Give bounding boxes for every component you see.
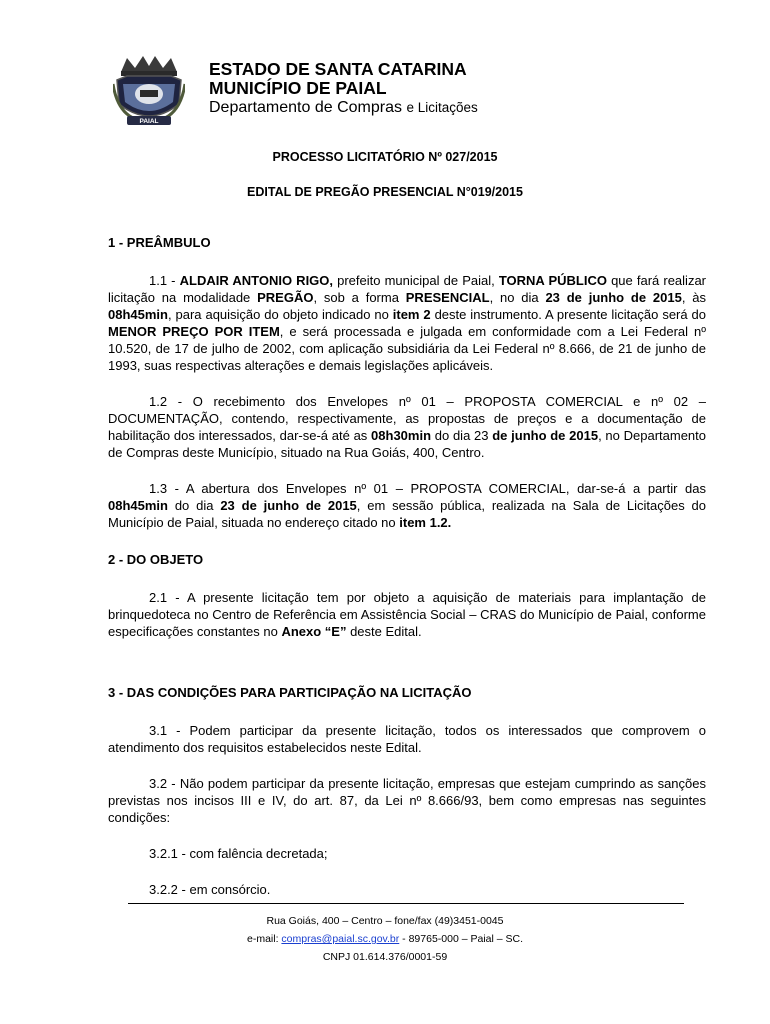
paragraph: 1.3 - A abertura dos Envelopes nº 01 – PROPOSTA COMERCIAL, dar-se-á a partir das 08h45min do dia 23 de junho de 2015, em sessão pública, realizada na Sala de Licitações do Município de Paial, situada no endereço citado no item 1.2. — [108, 481, 706, 530]
municipal-crest-logo — [113, 54, 185, 132]
paragraph: 3.2 - Não podem participar da presente licitação, empresas que estejam cumprindo as sanções previstas nos incisos III e IV, do art. 87, da Lei nº 8.666/93, bem como empresas nas seguintes condições: — [108, 776, 706, 825]
footer — [0, 912, 770, 966]
municipality-name: MUNICÍPIO DE PAIAL — [209, 78, 387, 98]
footer-divider — [128, 903, 684, 904]
footer-contact: e-mail: compras@paial.sc.gov.br - 89765-000 – Paial – SC. — [246, 933, 524, 945]
paragraph: 1.2 - O recebimento dos Envelopes nº 01 – PROPOSTA COMERCIAL e nº 02 – DOCUMENTAÇÃO, contendo, respectivamente, as propostas de preços e a documentação de habilitação dos interessados, dar-se-á até as 08h30min do dia 23 de junho de 2015, no Departamento de Compras deste Município, situado na Rua Goiás, 400, Centro. — [108, 394, 706, 460]
process-number-title: PROCESSO LICITATÓRIO Nº 027/2015 — [272, 150, 498, 164]
svg-text:PAIAL: PAIAL — [139, 118, 159, 125]
state-name: ESTADO DE SANTA CATARINA — [209, 59, 467, 79]
footer-address: Rua Goiás, 400 – Centro – fone/fax (49)3451-0045 — [266, 915, 504, 927]
paragraph: 3.2.1 - com falência decretada; — [149, 846, 328, 861]
paragraph: 2.1 - A presente licitação tem por objeto a aquisição de materiais para implantação de brinquedoteca no Centro de Referência em Assistência Social – CRAS do Município de Paial, conforme especificações constantes no Anexo “E” deste Edital. — [108, 590, 706, 639]
section-heading: 3 - DAS CONDIÇÕES PARA PARTICIPAÇÃO NA LICITAÇÃO — [108, 685, 472, 700]
department-name: Departamento de Compras e Licitações — [209, 99, 478, 116]
paragraph: 1.1 - ALDAIR ANTONIO RIGO, prefeito municipal de Paial, TORNA PÚBLICO que fará realizar licitação na modalidade PREGÃO, sob a forma PRESENCIAL, no dia 23 de junho de 2015, às 08h45min, para aquisição do objeto indicado no item 2 deste instrumento. A presente licitação será do MENOR PREÇO POR ITEM, e será processada e julgada em conformidade com a Lei Federal nº 10.520, de 17 de julho de 2002, com aplicação subsidiária da Lei Federal nº 8.666, de 21 de junho de 1993, suas respectivas alterações e demais legislações aplicáveis. — [108, 273, 707, 373]
document-body — [108, 234, 706, 898]
footer-cnpj: CNPJ 01.614.376/0001-59 — [322, 951, 448, 963]
paragraph: 3.1 - Podem participar da presente licitação, todos os interessados que comprovem o atendimento dos requisitos estabelecidos neste Edital. — [108, 723, 706, 755]
paragraph: 3.2.2 - em consórcio. — [149, 882, 271, 897]
section-heading: 1 - PREÂMBULO — [108, 235, 211, 250]
letterhead — [209, 60, 478, 117]
email-link[interactable]: compras@paial.sc.gov.br — [281, 933, 400, 945]
section-heading: 2 - DO OBJETO — [108, 552, 204, 567]
edital-title: EDITAL DE PREGÃO PRESENCIAL N°019/2015 — [247, 185, 523, 199]
